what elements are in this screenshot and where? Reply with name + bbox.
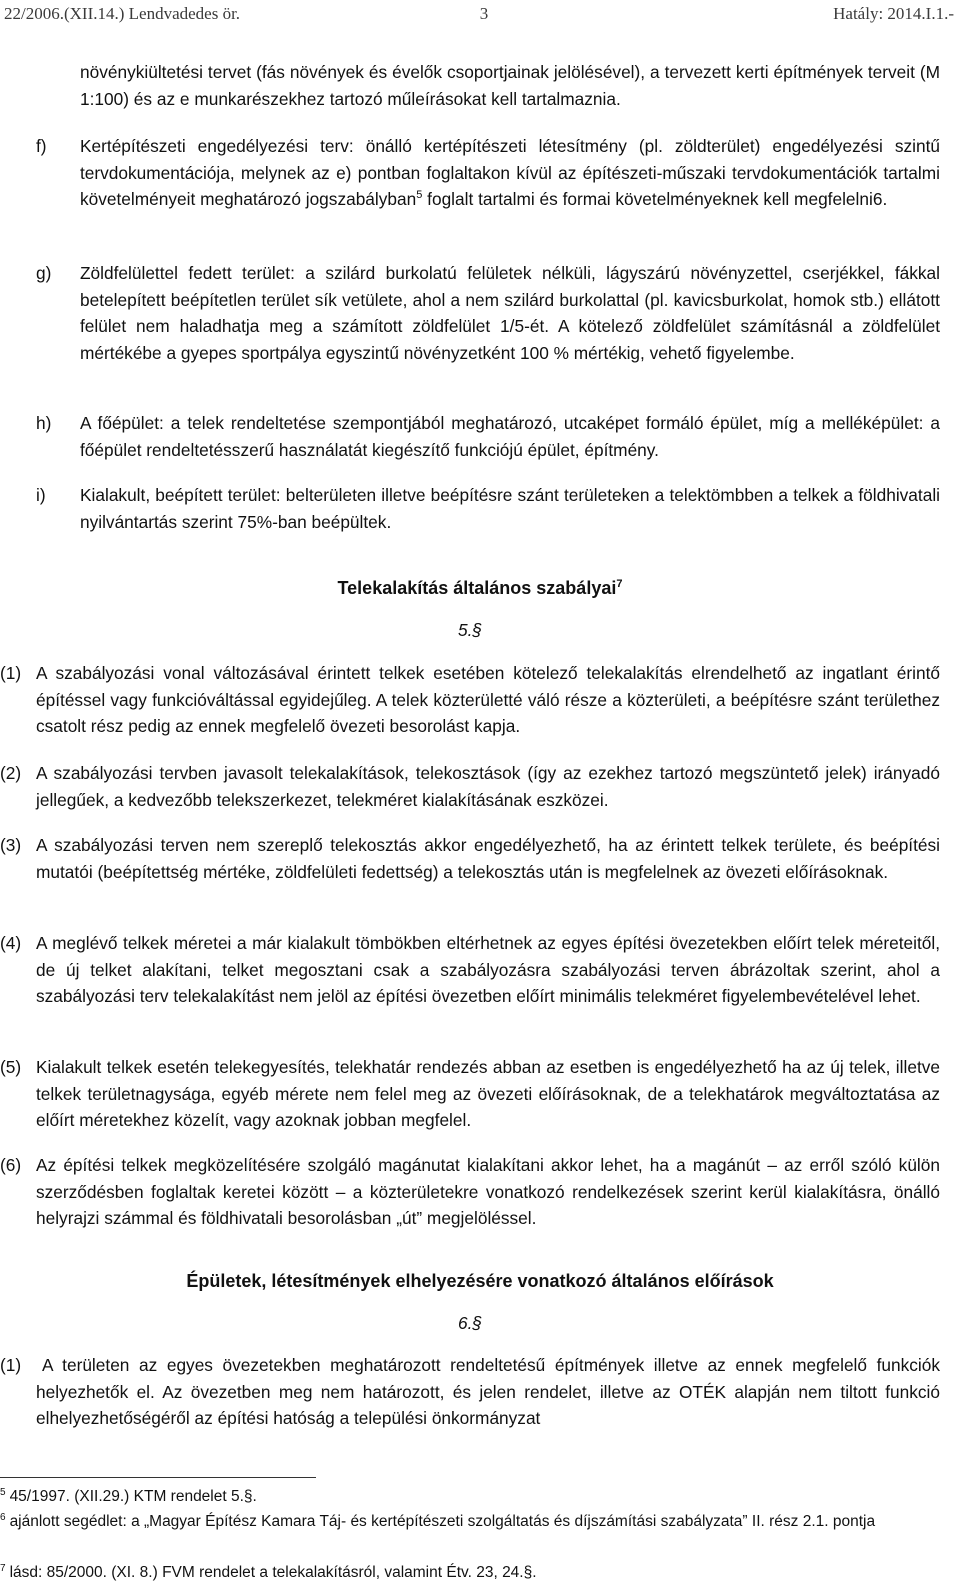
- s5-para-5-marker: (5): [0, 1057, 22, 1077]
- section-6-number: 6.§: [458, 1313, 483, 1333]
- section-6-title: Épületek, létesítmények elhelyezésére vonatkozó általános előírások: [186, 1271, 774, 1291]
- item-f-marker: f): [36, 136, 47, 156]
- s5-para-6-text: Az építési telkek megközelítésére szolgáló magánutat kialakítani akkor lehet, ha a magánút – az erről szóló külön szerződésben foglaltak keretei között – a közterületekre vonatkozó rendelkezések szerint kerül kialakításra, önálló helyrajzi számmal és földhivatali besorolásban „út” megjelöléssel.: [36, 1155, 940, 1228]
- s5-para-4-text: A meglévő telkek méretei a már kialakult tömbökben eltérhetnek az egyes építési övezetekben előírt telek méreteitől, de új telket alakítani, telket megosztani csak a szabályozásra szabályozási terven ábrázoltak szerint, ahol a szabályozási terv telekalakítást nem jelöl az építési övezetben előírt minimális telekméret figyelembevételével lehet.: [36, 933, 940, 1006]
- footnote-5-mark: 5: [0, 1487, 6, 1498]
- footnote-7-text: lásd: 85/2000. (XI. 8.) FVM rendelet a telekalakításról, valamint Étv. 23, 24.§.: [9, 1564, 537, 1581]
- footnote-ref-5: 5: [416, 189, 423, 202]
- footnote-5-text: 45/1997. (XII.29.) KTM rendelet 5.§.: [9, 1488, 257, 1505]
- s5-para-2-text: A szabályozási tervben javasolt telekalakítások, telekosztások (így az ezekhez tartozó megszüntető jelek) irányadó jellegűek, a kedvezőbb telekszerkezet, telekméret kialakításának eszközei.: [36, 763, 940, 810]
- item-h-text: A főépület: a telek rendeltetése szempontjából meghatározó, utcaképet formáló épület, míg a melléképület: a főépület rendeltetésszerű használatát kiegészítő funkciójú épület, építmény.: [80, 413, 940, 460]
- footnote-7-mark: 7: [0, 1563, 6, 1574]
- item-i: [36, 482, 940, 535]
- header-page-number: 3: [479, 4, 489, 23]
- section-5-title-text: Telekalakítás általános szabályai: [337, 578, 617, 598]
- footnote-6: [0, 1509, 940, 1534]
- s6-para-1-text: A területen az egyes övezetekben meghatározott rendeltetésű építmények illetve az ennek megfelelő funkciók helyezhetők el. Az övezetben meg nem határozott, és jelen rendelet, illetve az OTÉK alapján nem tiltott funkció elhelyezhetőségéről az építési hatóság a települési önkormányzat: [36, 1355, 940, 1428]
- item-f-text: [80, 133, 940, 213]
- s5-para-1: [0, 660, 940, 740]
- s6-para-1-marker: (1): [0, 1355, 22, 1375]
- s5-para-2: [0, 760, 940, 813]
- s5-para-6-marker: (6): [0, 1155, 22, 1175]
- item-i-text: Kialakult, beépített terület: belterületen illetve beépítésre szánt területeken a telektömbben a telkek a földhivatali nyilvántartás szerint 75%-ban beépültek.: [80, 485, 940, 532]
- s5-para-5-text: Kialakult telkek esetén telekegyesítés, telekhatár rendezés abban az esetben is engedélyezhető ha az új telek, illetve telkek területnagysága, egyéb mérete nem felel meg az övezeti előírásoknak, de a telekhatárok megváltoztatása az előírt méretekhez közelít, vagy azoknak jobban megfelel.: [36, 1057, 940, 1130]
- s5-para-6: [0, 1152, 940, 1232]
- item-h: [36, 410, 940, 463]
- item-i-marker: i): [36, 485, 46, 505]
- s5-para-2-marker: (2): [0, 763, 22, 783]
- header-right: Hatály: 2014.I.1.-: [833, 4, 954, 23]
- item-h-marker: h): [36, 413, 52, 433]
- s5-para-5: [0, 1054, 940, 1134]
- s5-para-3-text: A szabályozási terven nem szereplő telekosztás akkor engedélyezhető, ha az érintett telkek területe, és beépítési mutatói (beépítettség mértéke, zöldfelületi fedettség) a telekosztás után is megfelelnek az övezeti előírásoknak.: [36, 835, 940, 882]
- footnote-6-text: ajánlott segédlet: a „Magyar Építész Kamara Táj- és kertépítészeti szolgáltatás és díjszámítási szabályzata” II. rész 2.1. pontja: [9, 1513, 876, 1530]
- continuation-paragraph: növénykiültetési tervet (fás növények és évelők csoportjainak jelölésével), a tervezett kerti építmények terveit (M 1:100) és az e munkarészekhez tartozó műleírásokat kell tartalmaznia.: [80, 62, 940, 109]
- s5-para-1-text: A szabályozási vonal változásával érintett telkek esetében kötelező telekalakítás elrendelhető az ingatlant érintő építéssel vagy funkcióváltással egyidejűleg. A telek közterületté váló része a közterületi, a beépítésre szánt területhez csatolt rész pedig az ennek megfelelő övezeti besorolást kapja.: [36, 663, 940, 736]
- s5-para-4: [0, 930, 940, 1010]
- footnote-6-mark: 6: [0, 1512, 6, 1523]
- item-g-marker: g): [36, 263, 52, 283]
- s6-para-1: [0, 1352, 940, 1432]
- s5-para-3-marker: (3): [0, 835, 22, 855]
- s5-para-1-marker: (1): [0, 663, 22, 683]
- section-5-number: 5.§: [458, 620, 483, 640]
- item-g: [36, 260, 940, 366]
- page-header: [4, 4, 954, 26]
- footnote-5: [0, 1484, 940, 1509]
- s5-para-4-marker: (4): [0, 933, 22, 953]
- footnote-ref-7: 7: [616, 578, 623, 590]
- s5-para-3: [0, 832, 940, 885]
- header-left: 22/2006.(XII.14.) Lendvadedes ör.: [4, 4, 241, 23]
- footnote-7: [0, 1560, 940, 1585]
- footnote-separator: [0, 1477, 316, 1478]
- item-f-text-b: foglalt tartalmi és formai követelményeknek kell megfelelni6.: [422, 189, 888, 209]
- section-5-title: [0, 578, 960, 599]
- item-f-text-a: Kertépítészeti engedélyezési terv: önálló kertépítészeti létesítmény (pl. zöldterület) engedélyezési szintű tervdokumentációja, melynek az e) pontban foglaltakon kívül az építészeti-műszaki tervdokumentációk tartalmi követelményeit meghatározó jogszabályban: [80, 136, 940, 209]
- item-f: [36, 133, 940, 213]
- item-g-text: Zöldfelülettel fedett terület: a szilárd burkolatú felületek nélküli, lágyszárú növényzettel, cserjékkel, fákkal betelepített beépítetlen terület sík vetülete, ahol a nem szilárd burkolattal (pl. kavicsburkolat, homok stb.) ellátott felület nem haladhatja meg a számított zöldfelület 1/5-ét. A kötelező zöldfelület számításnál a zöldfelület mértékébe a gyepes sportpálya egyszintű növényzetként 100 % mértékig, vehető figyelembe.: [80, 263, 940, 363]
